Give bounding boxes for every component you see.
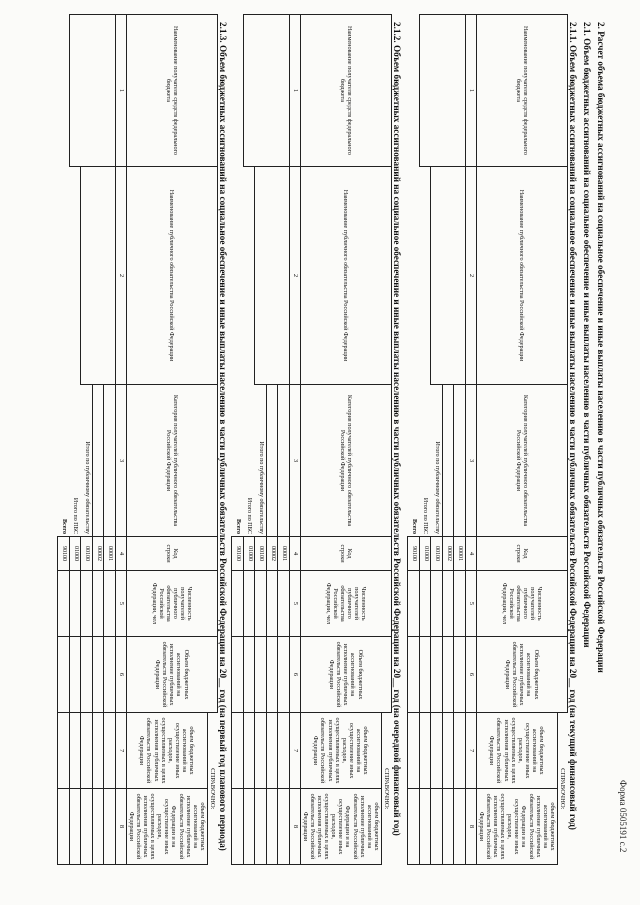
table-cell: [408, 571, 420, 637]
table-cell: [278, 571, 290, 637]
table-cell: [58, 571, 70, 637]
table-cell: [232, 713, 244, 789]
form-code: Форма 0505191 с.2: [618, 780, 628, 853]
col-number: 7: [465, 713, 476, 789]
table-cell: [408, 713, 420, 789]
row-code: 01000: [419, 537, 431, 571]
table-cell: [419, 15, 465, 167]
col-number: 3: [465, 385, 476, 537]
table-cell: [58, 637, 70, 713]
row-code: 00002: [442, 537, 454, 571]
row-label-by-pbs: Итого по ПБС: [243, 167, 255, 537]
col-header-obligation: Наименование публичного обязательства Российской Федерации: [126, 167, 217, 385]
table-cell: [266, 789, 278, 865]
row-code: 00100: [81, 537, 93, 571]
col-header-count: Численность получателей публичного обязательства Российской Федерации, чел: [126, 571, 217, 637]
col-number: 5: [115, 571, 126, 637]
col-number: 7: [115, 713, 126, 789]
table-cell: [454, 713, 466, 789]
col-number: 1: [289, 15, 300, 167]
table-cell: [266, 637, 278, 713]
table-cell: [442, 571, 454, 637]
table-cell: [255, 637, 267, 713]
col-number: 1: [465, 15, 476, 167]
table-cell: [431, 571, 443, 637]
table-cell: [454, 571, 466, 637]
table-cell: [431, 167, 466, 385]
reference-label: СПРАВОЧНО:: [381, 713, 391, 865]
table-2-1-1: [407, 14, 568, 865]
col-number: 3: [289, 385, 300, 537]
heading-section-2-1: 2.1. Объем бюджетных ассигнований на социальное обеспечение и иные выплаты населению в части публичных обязательств Российской Федерации: [582, 22, 592, 648]
table-cell: [69, 571, 81, 637]
row-code: 00002: [266, 537, 278, 571]
table-cell: [454, 789, 466, 865]
heading-section-2-1-3: 2.1.3. Объем бюджетных ассигнований на социальное обеспечение и иные выплаты населению в части публичных обязательств Российской Федерации на 20__ год (на первый год планового периода): [218, 22, 228, 851]
heading-section-2: 2. Расчет объема бюджетных ассигнований на социальное обеспечение и иные выплаты населению в части публичных обязательств Российской Федерации: [596, 22, 606, 673]
row-code: 00100: [431, 537, 443, 571]
table-cell: [81, 713, 93, 789]
col-number: 6: [465, 637, 476, 713]
table-cell: [442, 385, 454, 537]
table-cell: [232, 571, 244, 637]
col-header-obligation: Наименование публичного обязательства Российской Федерации: [476, 167, 567, 385]
table-cell: [69, 637, 81, 713]
row-code: 00001: [454, 537, 466, 571]
row-label-by-obligation: Итого по публичному обязательству: [255, 385, 267, 537]
col-header-other-expenses: объем бюджетных ассигнований на осуществление иных расходов, осуществляемых в целях исполнения публичных обязательств Российской Федерации: [300, 713, 381, 789]
table-cell: [278, 385, 290, 537]
table-cell: [255, 713, 267, 789]
col-header-category: Категория получателей публичного обязательства Российской Федерации: [476, 385, 567, 537]
col-header-recipient: Наименование получателя средств федерального бюджета: [126, 15, 217, 167]
heading-section-2-1-1: 2.1.1. Объем бюджетных ассигнований на социальное обеспечение и иные выплаты населению в части публичных обязательств Российской Федерации на 20__ год (на текущий финансовый год): [568, 22, 578, 830]
table-cell: [454, 385, 466, 537]
col-number: 3: [115, 385, 126, 537]
table-cell: [69, 713, 81, 789]
row-label-by-obligation: Итого по публичному обязательству: [81, 385, 93, 537]
table-cell: [81, 571, 93, 637]
col-number: 1: [115, 15, 126, 167]
col-number: 2: [115, 167, 126, 385]
row-code: 00100: [255, 537, 267, 571]
table-cell: [104, 789, 116, 865]
table-cell: [232, 789, 244, 865]
table-cell: [243, 571, 255, 637]
col-header-count: Численность получателей публичного обязательства Российской Федерации, чел: [476, 571, 567, 637]
col-header-recipient: Наименование получателя средств федерального бюджета: [476, 15, 567, 167]
col-header-other-expenses: объем бюджетных ассигнований на осуществление иных расходов, осуществляемых в целях исполнения публичных обязательств Российской Федерации: [476, 713, 557, 789]
table-cell: [431, 713, 443, 789]
table-cell: [104, 637, 116, 713]
table-cell: [442, 789, 454, 865]
col-header-combined: объем бюджетных ассигнований на исполнение публичных обязательств Российской Федерации и на осуществление иных расходов, осуществляемых в целях исполнения публичных обязательств Российской Федерации: [300, 789, 381, 865]
col-header-category: Категория получателей публичного обязательства Российской Федерации: [300, 385, 391, 537]
table-cell: [266, 713, 278, 789]
table-cell: [243, 15, 289, 167]
table-cell: [58, 789, 70, 865]
table-cell: [255, 789, 267, 865]
table-cell: [92, 571, 104, 637]
table-cell: [104, 385, 116, 537]
table-cell: [243, 637, 255, 713]
table-2-1-3: [57, 14, 218, 865]
reference-label: СПРАВОЧНО:: [207, 713, 217, 865]
table-cell: [266, 385, 278, 537]
table-cell: [243, 713, 255, 789]
row-code: 90100: [232, 537, 244, 571]
table-cell: [81, 637, 93, 713]
col-number: 7: [289, 713, 300, 789]
table-cell: [408, 637, 420, 713]
table-cell: [419, 637, 431, 713]
table-cell: [454, 637, 466, 713]
col-header-code: Код строки: [476, 537, 567, 571]
row-code: 00001: [104, 537, 116, 571]
table-cell: [92, 789, 104, 865]
col-header-obligation: Наименование публичного обязательства Российской Федерации: [300, 167, 391, 385]
col-header-code: Код строки: [300, 537, 391, 571]
col-header-volume: Объем бюджетных ассигнований на исполнение публичных обязательств Российской Федерации: [126, 637, 217, 713]
col-number: 4: [289, 537, 300, 571]
row-label-by-pbs: Итого по ПБС: [419, 167, 431, 537]
col-header-count: Численность получателей публичного обязательства Российской Федерации, чел: [300, 571, 391, 637]
table-cell: [278, 789, 290, 865]
table-cell: [92, 713, 104, 789]
row-code: 00001: [278, 537, 290, 571]
table-cell: [69, 15, 115, 167]
table-cell: [419, 571, 431, 637]
col-header-other-expenses: объем бюджетных ассигнований на осуществление иных расходов, осуществляемых в целях исполнения публичных обязательств Российской Федерации: [126, 713, 207, 789]
table-cell: [442, 713, 454, 789]
col-number: 4: [465, 537, 476, 571]
table-cell: [58, 713, 70, 789]
col-number: 5: [289, 571, 300, 637]
row-label-total: Всего: [410, 519, 417, 534]
row-code: 00002: [92, 537, 104, 571]
row-code: 90100: [58, 537, 70, 571]
table-cell: [266, 571, 278, 637]
table-cell: [419, 789, 431, 865]
row-label-total: Всего: [234, 519, 241, 534]
heading-section-2-1-2: 2.1.2. Объем бюджетных ассигнований на социальное обеспечение и иные выплаты населению в части публичных обязательств Российской Федерации на 20__ год (на очередной финансовый год): [392, 22, 402, 836]
table-cell: [431, 789, 443, 865]
col-number: 8: [289, 789, 300, 865]
table-cell: [69, 789, 81, 865]
table-cell: [442, 637, 454, 713]
row-code: 90100: [408, 537, 420, 571]
col-header-code: Код строки: [126, 537, 217, 571]
col-number: 2: [289, 167, 300, 385]
col-header-combined: объем бюджетных ассигнований на исполнение публичных обязательств Российской Федерации и на осуществление иных расходов, осуществляемых в целях исполнения публичных обязательств Российской Федерации: [126, 789, 207, 865]
col-number: 6: [289, 637, 300, 713]
col-number: 4: [115, 537, 126, 571]
table-cell: [232, 637, 244, 713]
row-label-by-obligation: Итого по публичному обязательству: [431, 385, 443, 537]
table-cell: [255, 167, 290, 385]
table-cell: [408, 789, 420, 865]
table-cell: [104, 571, 116, 637]
table-cell: [431, 637, 443, 713]
table-2-1-2: [231, 14, 392, 865]
table-cell: [278, 713, 290, 789]
col-header-volume: Объем бюджетных ассигнований на исполнение публичных обязательств Российской Федерации: [300, 637, 391, 713]
row-label-by-pbs: Итого по ПБС: [69, 167, 81, 537]
col-number: 8: [115, 789, 126, 865]
col-number: 8: [465, 789, 476, 865]
table-cell: [92, 385, 104, 537]
row-label-total: Всего: [60, 519, 67, 534]
table-cell: [255, 571, 267, 637]
col-header-category: Категория получателей публичного обязательства Российской Федерации: [126, 385, 217, 537]
col-number: 6: [115, 637, 126, 713]
table-cell: [81, 789, 93, 865]
table-cell: [81, 167, 116, 385]
table-cell: [92, 637, 104, 713]
table-cell: [419, 713, 431, 789]
col-header-recipient: Наименование получателя средств федерального бюджета: [300, 15, 391, 167]
table-cell: [278, 637, 290, 713]
row-code: 01000: [69, 537, 81, 571]
reference-label: СПРАВОЧНО:: [557, 713, 567, 865]
col-header-combined: объем бюджетных ассигнований на исполнение публичных обязательств Российской Федерации и на осуществление иных расходов, осуществляемых в целях исполнения публичных обязательств Российской Федерации: [476, 789, 557, 865]
col-header-volume: Объем бюджетных ассигнований на исполнение публичных обязательств Российской Федерации: [476, 637, 567, 713]
table-cell: [243, 789, 255, 865]
row-code: 01000: [243, 537, 255, 571]
table-cell: [104, 713, 116, 789]
col-number: 5: [465, 571, 476, 637]
col-number: 2: [465, 167, 476, 385]
